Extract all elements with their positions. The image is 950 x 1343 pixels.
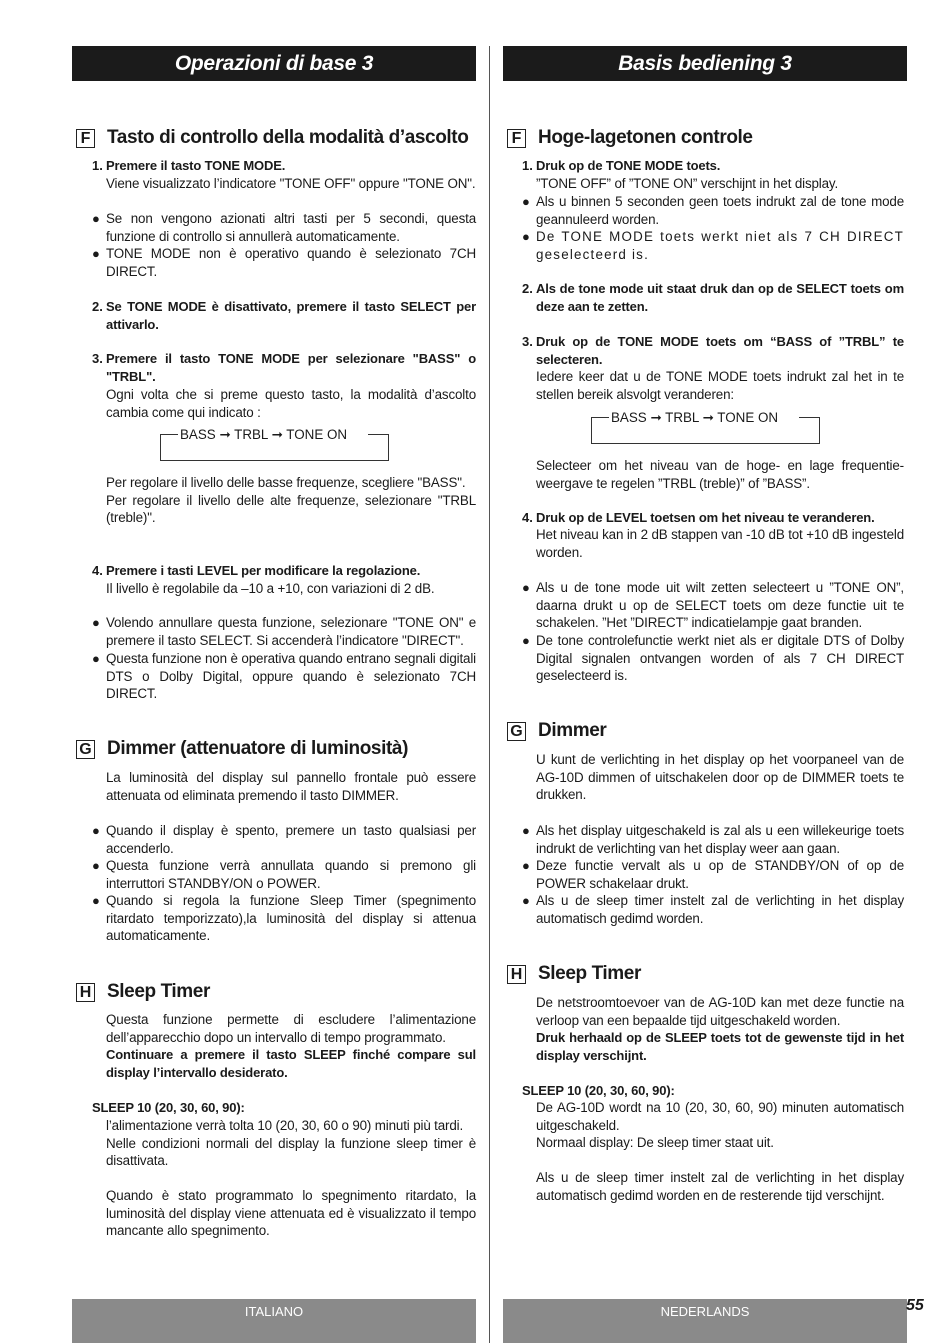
- bullet-icon: ●: [522, 229, 530, 244]
- column-divider: [489, 46, 490, 1343]
- page-banner-right: Basis bediening 3: [503, 46, 907, 81]
- flow-arrow-line: [160, 434, 178, 435]
- step-body: Ogni volta che si preme questo tasto, la modalità d’ascolto cambia come qui indicato :: [106, 387, 476, 420]
- bullet-text: Quando il display è spento, premere un tasto qualsiasi per accenderlo.: [106, 823, 476, 856]
- bullet-icon: ●: [92, 858, 100, 873]
- step-number: 2.: [522, 281, 533, 296]
- step-number: 2.: [92, 299, 103, 314]
- section-intro: La luminosità del display sul pannello frontale può essere attenuata od eliminata premendo il tasto DIMMER.: [106, 770, 476, 803]
- step-heading: Druk op de TONE MODE toets.: [536, 158, 721, 173]
- bullet-text: Volendo annullare questa funzione, selezionare "TONE ON" e premere il tasto SELECT. Si accenderà l’indicatore "DIRECT".: [106, 615, 476, 648]
- step-body: Selecteer om het niveau van de hoge- en lage frequentie-weergave te regelen ”TRBL (treble)” of ”BASS”.: [536, 458, 904, 491]
- step-number: 1.: [522, 158, 533, 173]
- bullet-icon: ●: [522, 580, 530, 595]
- section-title-g: Dimmer (attenuatore di luminosità): [107, 738, 408, 759]
- sleep-body: De AG-10D wordt na 10 (20, 30, 60, 90) minuten automatisch uitgeschakeld. Normaal display: De sleep timer staat uit.: [536, 1100, 904, 1151]
- step-heading: Premere i tasti LEVEL per modificare la regolazione.: [106, 563, 421, 578]
- step-number: 3.: [522, 334, 533, 349]
- bullet-icon: ●: [92, 823, 100, 838]
- step-heading: Druk op de LEVEL toetsen om het niveau te veranderen.: [536, 510, 875, 525]
- bullet-text: Quando si regola la funzione Sleep Timer (spegnimento ritardato temporizzato),la luminosità del display si attenua automaticamente.: [106, 893, 476, 944]
- section-letter-h: H: [76, 983, 95, 1002]
- section-header-g-left: [76, 738, 408, 760]
- section-letter-f: F: [507, 129, 526, 148]
- step-body: Iedere keer dat u de TONE MODE toets indrukt zal het in te stellen bereik alsvolgt veranderen:: [536, 369, 904, 402]
- sleep-subheading: SLEEP 10 (20, 30, 60, 90):: [522, 1083, 675, 1098]
- page-number: 55: [906, 1297, 924, 1314]
- section-intro: U kunt de verlichting in het display op het voorpaneel van de AG-10D dimmen of uitschakelen door op de DIMMER toets te drukken.: [536, 752, 904, 803]
- section-letter-g: G: [76, 740, 95, 759]
- section-header-h-right: [507, 963, 641, 985]
- section-letter-h: H: [507, 965, 526, 984]
- step-body: Per regolare il livello delle basse frequenze, scegliere "BASS". Per regolare il livello delle alte frequenze, selezionare "TRBL (treble)".: [106, 475, 476, 526]
- step-number: 3.: [92, 351, 103, 366]
- section-header-h-left: [76, 981, 210, 1003]
- sleep-body: l’alimentazione verrà tolta 10 (20, 30, 60 o 90) minuti più tardi. Nelle condizioni normali del display la funzione sleep timer è disattivata.: [106, 1118, 476, 1169]
- step-body: Viene visualizzato l’indicatore "TONE OFF" oppure "TONE ON".: [106, 176, 476, 191]
- step-body: ”TONE OFF” of ”TONE ON” verschijnt in het display.: [536, 176, 839, 191]
- section-title-h: Sleep Timer: [538, 963, 641, 984]
- step-heading: Als de tone mode uit staat druk dan op de SELECT toets om deze aan te zetten.: [536, 281, 904, 314]
- flow-sequence-text: BASS ➞ TRBL ➞ TONE ON: [180, 427, 348, 442]
- bullet-text: Als u de tone mode uit wilt zetten selecteert u ”TONE ON”, daarna drukt u op de SELECT toets om deze functie uit te schakelen. ”Het ”DIRECT” indicatielampje gaat branden.: [536, 580, 904, 631]
- bullet-text: Questa funzione non è operativa quando entrano segnali digitali DTS o Dolby Digital, oppure quando è selezionato 7CH DIRECT.: [106, 651, 476, 702]
- flow-sequence-text: BASS ➞ TRBL ➞ TONE ON: [611, 410, 779, 425]
- bullet-text: De tone controlefunctie werkt niet als er digitale DTS of Dolby Digital signalen ontvangen worden of als 7 CH DIRECT geselecteerd is.: [536, 633, 904, 684]
- section-header-f-right: [507, 127, 753, 149]
- bullet-icon: ●: [522, 823, 530, 838]
- bullet-icon: ●: [522, 893, 530, 908]
- bullet-text: Als u binnen 5 seconden geen toets indrukt zal de tone mode geannuleerd worden.: [536, 194, 904, 227]
- section-title-h: Sleep Timer: [107, 981, 210, 1002]
- step-number: 4.: [92, 563, 103, 578]
- bullet-icon: ●: [92, 246, 100, 261]
- step-number: 4.: [522, 510, 533, 525]
- bullet-icon: ●: [522, 858, 530, 873]
- bullet-icon: ●: [522, 194, 530, 209]
- sleep-closing: Quando è stato programmato lo spegnimento ritardato, la luminosità del display viene attenuata ed è visualizzato il tempo mancante allo spegnimento.: [106, 1188, 476, 1239]
- section-letter-g: G: [507, 722, 526, 741]
- step-heading: Se TONE MODE è disattivato, premere il tasto SELECT per attivarlo.: [106, 299, 476, 332]
- section-header-f-left: [76, 127, 468, 149]
- step-body: Het niveau kan in 2 dB stappen van -10 dB tot +10 dB ingesteld worden.: [536, 527, 904, 560]
- flow-arrow-line: [368, 434, 388, 435]
- section-intro-bold: Continuare a premere il tasto SLEEP finché compare sul display l’intervallo desiderato.: [106, 1047, 476, 1080]
- step-heading: Premere il tasto TONE MODE.: [106, 158, 286, 173]
- flow-arrow-line: [799, 417, 819, 418]
- sleep-subheading: SLEEP 10 (20, 30, 60, 90):: [92, 1100, 245, 1115]
- bullet-text: Deze functie vervalt als u op de STANDBY/ON of op de POWER schakelaar drukt.: [536, 858, 904, 891]
- flow-arrow-line: [591, 417, 609, 418]
- bullet-icon: ●: [92, 651, 100, 666]
- bullet-icon: ●: [92, 211, 100, 226]
- bullet-text: Als het display uitgeschakeld is zal als u een willekeurige toets indrukt de verlichting van het display weer aan gaan.: [536, 823, 904, 856]
- bullet-text: TONE MODE non è operativo quando è selezionato 7CH DIRECT.: [106, 246, 476, 279]
- sleep-closing: Als u de sleep timer instelt zal de verlichting in het display automatisch gedimd worden en de resterende tijd verschijnt.: [536, 1170, 904, 1203]
- step-body: Il livello è regolabile da –10 a +10, con variazioni di 2 dB.: [106, 581, 435, 596]
- footer-language-left: ITALIANO: [72, 1299, 476, 1343]
- step-heading: Premere il tasto TONE MODE per selezionare "BASS" o "TRBL".: [106, 351, 476, 384]
- bullet-icon: ●: [92, 615, 100, 630]
- section-intro-bold: Druk herhaald op de SLEEP toets tot de gewenste tijd in het display verschijnt.: [536, 1030, 904, 1063]
- section-title-g: Dimmer: [538, 720, 607, 741]
- bullet-text: Als u de sleep timer instelt zal de verlichting in het display automatisch gedimd worden.: [536, 893, 904, 926]
- bullet-text: Se non vengono azionati altri tasti per 5 secondi, questa funzione di controllo si annullerà automaticamente.: [106, 211, 476, 244]
- footer-language-right: NEDERLANDS: [503, 1299, 907, 1343]
- bullet-text: Questa funzione verrà annullata quando si premono gli interruttori STANDBY/ON o POWER.: [106, 858, 476, 891]
- section-intro: De netstroomtoevoer van de AG-10D kan met deze functie na verloop van een bepaalde tijd uitgeschakeld worden.: [536, 995, 904, 1028]
- bullet-icon: ●: [522, 633, 530, 648]
- section-letter-f: F: [76, 129, 95, 148]
- step-heading: Druk op de TONE MODE toets om “BASS of ”TRBL” te selecteren.: [536, 334, 904, 367]
- section-intro: Questa funzione permette di escludere l’alimentazione dell’apparecchio dopo un intervallo di tempo programmato.: [106, 1012, 476, 1045]
- bullet-text: De TONE MODE toets werkt niet als 7 CH DIRECT geselecteerd is.: [536, 229, 904, 262]
- section-header-g-right: [507, 720, 606, 742]
- step-number: 1.: [92, 158, 103, 173]
- bullet-icon: ●: [92, 893, 100, 908]
- section-title-f: Hoge-lagetonen controle: [538, 127, 753, 148]
- page-banner-left: Operazioni di base 3: [72, 46, 476, 81]
- section-title-f: Tasto di controllo della modalità d’ascolto: [107, 127, 469, 148]
